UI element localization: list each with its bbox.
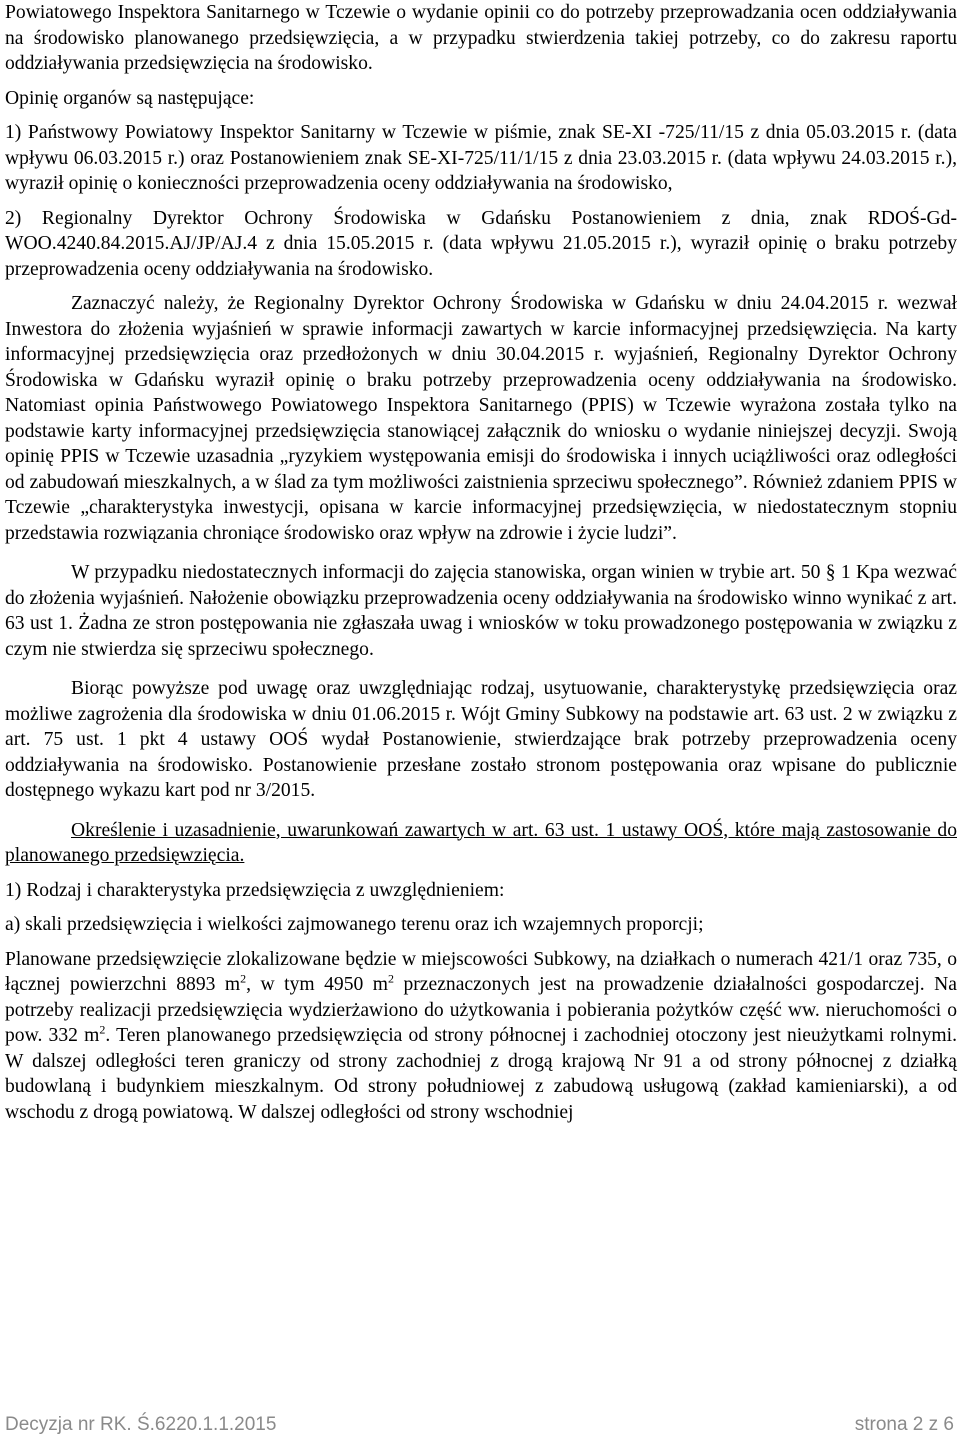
paragraph-request-continuation: Powiatowego Inspektora Sanitarnego w Tczewie o wydanie opinii co do potrzeby przeprowadzania ocen oddziaływania na środowisko planowanego przedsięwzięcia, a w przypadku stwierdzenia takiej potrzeby, co do zakresu raportu oddziaływania przedsięwzięcia na środowisko. — [5, 2, 957, 74]
paragraph-opinions-intro: Opinię organów są następujące: — [5, 87, 255, 109]
location-text-1: Planowane przedsięwzięcie zlokalizowane będzie w miejscowości Subkowy, na działkach o numerach 421/1 oraz 735, o łącznej powierzchni 8893 m — [5, 948, 957, 995]
location-text-2: , w tym 4950 m — [246, 974, 389, 995]
paragraph-opinion-rdos: 2) Regionalny Dyrektor Ochrony Środowiska w Gdańsku Postanowieniem z dnia, znak RDOŚ-Gd-WOO.4240.84.2015.AJ/JP/AJ.4 z dnia 15.05.2015 r. (data wpływu 21.05.2015 r.), wyraził opinię o braku potrzeby przeprowadzenia oceny oddziaływania na środowisko. — [5, 207, 957, 280]
page-footer — [5, 1412, 954, 1440]
superscript-2: 2 — [388, 971, 395, 986]
paragraph-explanation: Zaznaczyć należy, że Regionalny Dyrektor Ochrony Środowiska w Gdańsku w dniu 24.04.2015 r. wezwał Inwestora do złożenia wyjaśnień w sprawie informacji zawartych w karcie informacyjnej przedsięwzięcia. Na karty informacyjnej przedsięwzięcia oraz przedłożonych w dniu 30.04.2015 r. wyjaśnień, Regionalny Dyrektor Ochrony Środowiska w Gdańsku wyraził opinię o braku potrzeby przeprowadzenia oceny oddziaływania na środowisko. Natomiast opinia Państwowego Powiatowego Inspektora Sanitarnego (PPIS) w Tczewie wyrażona została tylko na podstawie karty informacyjnej przedsięwzięcia stanowiącej załącznik do wniosku o wydanie niniejszej decyzji. Swoją opinię PPIS w Tczewie uzasadnia „ryzykiem występowania emisji do środowiska i innych uciążliwości oraz odległości od zabudowań mieszkalnych, a w ślad za tym możliwości zaistnienia sprzeciwu społecznego”. Również zdaniem PPIS w Tczewie „charakterystyka inwestycji, opisana w karcie informacyjnej przedsięwzięcia, w niedostatecznym stopniu przedstawia rozwiązania chroniące środowisko oraz wpływ na zdrowie i życie ludzi”. — [5, 293, 957, 544]
list-item-scale-of-project: a) skali przedsięwzięcia i wielkości zajmowanego terenu oraz ich wzajemnych proporcji; — [5, 914, 704, 935]
paragraph-project-location — [5, 947, 957, 1126]
footer-decision-number: Decyzja nr RK. Ś.6220.1.1.2015 — [5, 1414, 277, 1435]
location-text-3: przeznaczonych jest na prowadzenie działalności gospodarczej. Na potrzeby realizacji przedsięwzięcia wydzierżawiono do użytkowania i pobierania pożytków część ww. nieruchomości o pow. 332 m — [5, 974, 957, 1046]
superscript-2: 2 — [240, 971, 247, 986]
location-text-4: . Teren planowanego przedsięwzięcia od strony północnej i zachodniej otoczony jest nieużytkami rolnymi. W dalszej odległości teren graniczy od strony zachodniej z drogą krajową Nr 91 a od strony północnej z działką budowlaną i budynkiem mieszkalnym. Od strony południowej z zabudową usługową (zakład kamieniarski), a od wschodu z drogą powiatową. W dalszej odległości od strony wschodniej — [5, 1025, 957, 1123]
document-page — [5, 0, 957, 1125]
superscript-2: 2 — [99, 1022, 106, 1037]
paragraph-opinion-sanitary-inspector: 1) Państwowy Powiatowy Inspektor Sanitarny w Tczewie w piśmie, znak SE-XI -725/11/15 z dnia 05.03.2015 r. (data wpływu 06.03.2015 r.) oraz Postanowieniem znak SE-XI-725/11/1/15 z dnia 23.03.2015 r. (data wpływu 24.03.2015 r.), wyraził opinię o konieczności przeprowadzenia oceny oddziaływania na środowisko, — [5, 122, 957, 194]
list-item-type-and-characteristics: 1) Rodzaj i charakterystyka przedsięwzięcia z uwzględnieniem: — [5, 879, 505, 901]
paragraph-insufficient-information: W przypadku niedostatecznych informacji do zajęcia stanowiska, organ winien w trybie art. 50 § 1 Kpa wezwać do złożenia wyjaśnień. Nałożenie obowiązku przeprowadzenia oceny oddziaływania na środowisko winno wynikać z art. 63 ust 1. Żadna ze stron postępowania nie zgłaszała uwag i wniosków w toku prowadzonego postępowania w związku z czym nie stwierdza się sprzeciwu społecznego. — [5, 562, 957, 660]
footer-page-number: strona 2 z 6 — [854, 1414, 954, 1435]
section-heading-conditions: Określenie i uzasadnienie, uwarunkowań zawartych w art. 63 ust. 1 ustawy OOŚ, które mają zastosowanie do planowanego przedsięwzięcia. — [5, 819, 957, 866]
paragraph-decision-basis: Biorąc powyższe pod uwagę oraz uwzględniając rodzaj, usytuowanie, charakterystykę przedsięwzięcia oraz możliwe zagrożenia dla środowiska w dniu 01.06.2015 r. Wójt Gminy Subkowy na podstawie art. 63 ust. 2 w związku z art. 75 ust. 1 pkt 4 ustawy OOŚ wydał Postanowienie, stwierdzające brak potrzeby przeprowadzenia oceny oddziaływania na środowisko. Postanowienie przesłane zostało stronom postępowania oraz wpisane do publicznie dostępnego wykazu kart pod nr 3/2015. — [5, 678, 957, 801]
